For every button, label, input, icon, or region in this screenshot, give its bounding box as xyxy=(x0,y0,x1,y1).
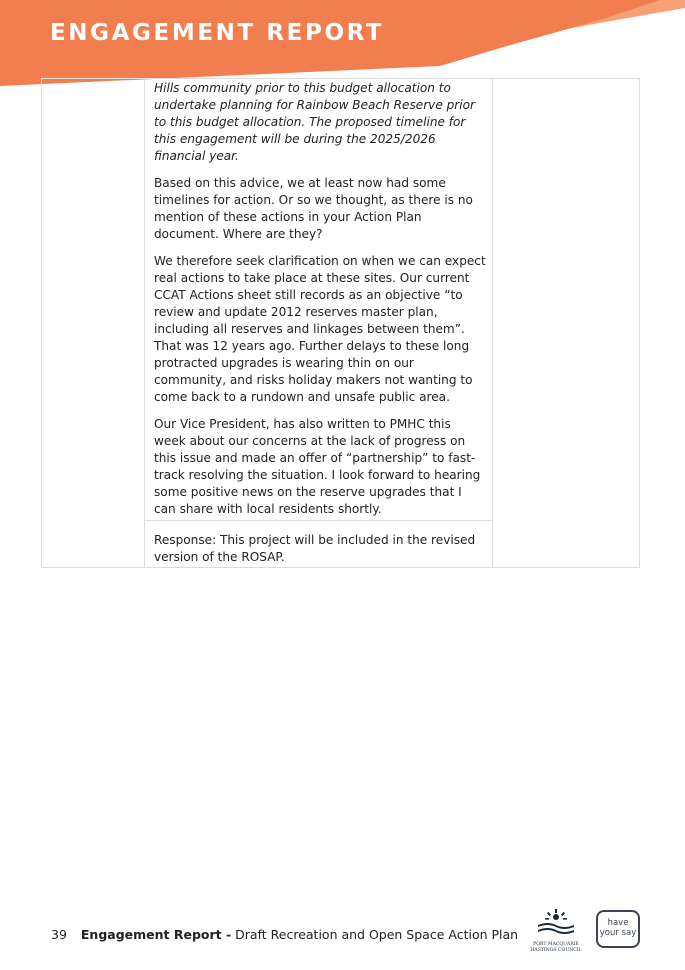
council-name-line1: PORT MACQUARIE xyxy=(533,942,579,947)
council-name-line2: HASTINGS COUNCIL xyxy=(530,947,582,953)
submission-paragraph: We therefore seek clarification on when we can expect real actions to take place at these sites. Our current CCAT Actions sheet still records as an objective “to review and update 2012 reserves master plan, including all reserves and linkages between them”. That was 12 years ago. Further delays to these long protracted upgrades is wearing thin on our community, and risks holiday makers not wanting to come back to a rundown and unsafe public area. xyxy=(154,254,486,404)
submission-paragraph: Hills community prior to this budget allocation to undertake planning for Rainbow Beach Reserve prior to this budget allocation. The proposed timeline for this engagement will be during the 2025/2026 financial year. xyxy=(154,81,475,163)
response-cell xyxy=(145,521,493,568)
empty-cell-right xyxy=(493,79,640,568)
response-text: Response: This project will be included in the revised version of the ROSAP. xyxy=(154,533,476,564)
empty-cell-left xyxy=(42,79,145,568)
submission-table xyxy=(41,78,640,568)
have-your-say-line2: your say xyxy=(599,928,637,938)
page-number: 39 xyxy=(51,927,67,942)
submission-paragraph: Based on this advice, we at least now had some timelines for action. Or so we thought, as there is no mention of these actions in your Action Plan document. Where are they? xyxy=(154,176,473,241)
submission-paragraph: Our Vice President, has also written to PMHC this week about our concerns at the lack of progress on this issue and made an offer of “partnership” to fast-track resolving the situation. I look forward to hearing some positive news on the reserve upgrades that I can share with local residents shortly. xyxy=(154,417,481,516)
have-your-say-line1: have xyxy=(607,918,629,928)
table-row xyxy=(42,79,640,521)
council-logo xyxy=(526,908,586,958)
council-emblem-icon xyxy=(533,908,579,938)
footer-doc-title: Engagement Report - xyxy=(80,927,232,942)
submission-cell xyxy=(145,79,493,521)
page-footer xyxy=(51,927,518,942)
have-your-say-logo xyxy=(596,910,640,948)
footer-doc-subtitle: Draft Recreation and Open Space Action Plan xyxy=(231,927,519,942)
report-title: ENGAGEMENT REPORT xyxy=(50,20,385,46)
